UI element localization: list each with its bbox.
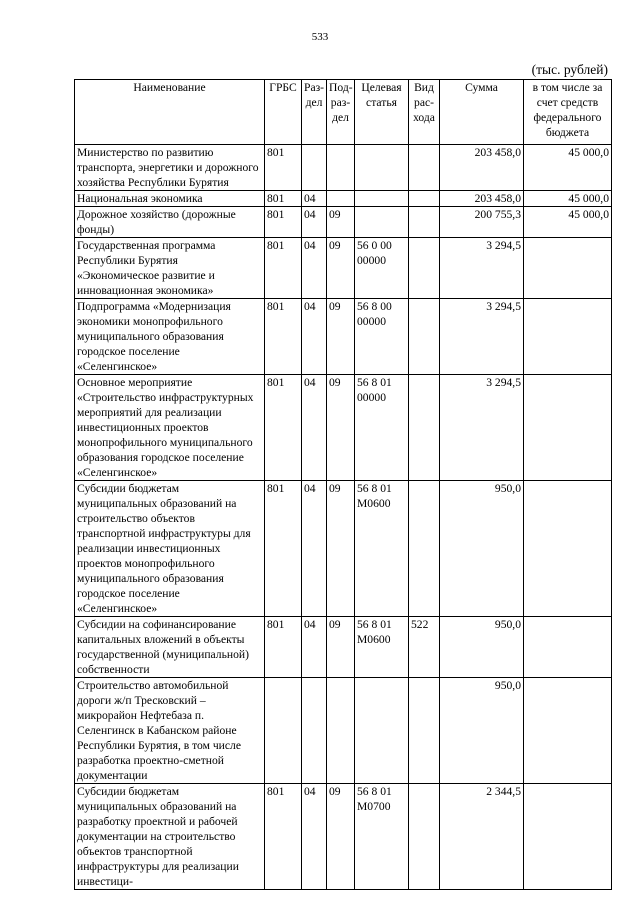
row-vid (409, 299, 440, 375)
row-target (355, 207, 409, 238)
row-grbs: 801 (265, 145, 302, 191)
row-grbs: 801 (265, 617, 302, 678)
header-vid: Вид рас- хода (409, 80, 440, 145)
row-target: 56 8 01 M0700 (355, 784, 409, 890)
header-grbs: ГРБС (265, 80, 302, 145)
row-name: Дорожное хозяйство (дорожные фонды) (75, 207, 265, 238)
row-sum: 3 294,5 (440, 375, 524, 481)
row-grbs: 801 (265, 191, 302, 207)
header-name: Наименование (75, 80, 265, 145)
row-vid (409, 481, 440, 617)
row-target (355, 145, 409, 191)
row-podrazdel: 09 (327, 784, 355, 890)
row-target: 56 8 01 00000 (355, 375, 409, 481)
page-number: 533 (311, 31, 329, 43)
row-grbs: 801 (265, 375, 302, 481)
row-name: Основное мероприятие «Строительство инфраструктурных мероприятий для реализации инвестиционных проектов монопрофильного муниципального образования городское поселение «Селенгинское» (75, 375, 265, 481)
row-name: Подпрограмма «Модернизация экономики монопрофильного муниципального образования городское поселение «Селенгинское» (75, 299, 265, 375)
row-vid (409, 238, 440, 299)
row-federal (524, 299, 612, 375)
row-podrazdel: 09 (327, 481, 355, 617)
row-sum: 950,0 (440, 617, 524, 678)
row-razdel: 04 (302, 299, 327, 375)
row-sum: 200 755,3 (440, 207, 524, 238)
row-podrazdel (327, 145, 355, 191)
row-vid (409, 375, 440, 481)
row-name: Субсидии бюджетам муниципальных образований на разработку проектной и рабочей документации на строительство объектов транспортной инфраструктуры для реализации инвестици- (75, 784, 265, 890)
row-federal: 45 000,0 (524, 191, 612, 207)
table-row (75, 299, 612, 375)
row-vid (409, 678, 440, 784)
row-razdel: 04 (302, 191, 327, 207)
row-vid (409, 784, 440, 890)
header-target: Целевая статья (355, 80, 409, 145)
header-razdel: Раз- дел (302, 80, 327, 145)
row-vid (409, 145, 440, 191)
header-federal: в том числе за счет средств федерального бюджета (524, 80, 612, 145)
row-sum: 3 294,5 (440, 299, 524, 375)
row-podrazdel (327, 678, 355, 784)
row-name: Национальная экономика (75, 191, 265, 207)
row-podrazdel: 09 (327, 207, 355, 238)
row-federal (524, 784, 612, 890)
row-sum: 3 294,5 (440, 238, 524, 299)
row-target: 56 8 01 M0600 (355, 481, 409, 617)
row-grbs: 801 (265, 238, 302, 299)
row-target: 56 0 00 00000 (355, 238, 409, 299)
row-grbs: 801 (265, 784, 302, 890)
row-vid (409, 207, 440, 238)
row-razdel: 04 (302, 238, 327, 299)
row-federal (524, 481, 612, 617)
row-podrazdel: 09 (327, 299, 355, 375)
row-razdel: 04 (302, 375, 327, 481)
row-podrazdel: 09 (327, 375, 355, 481)
row-federal: 45 000,0 (524, 145, 612, 191)
row-name: Строительство автомобильной дороги ж/п Тресковский – микрорайон Нефтебаза п. Селенгинск в Кабанском районе Республики Бурятия, в том числе разработка проектно-сметной документации (75, 678, 265, 784)
units-label: (тыс. рублей) (531, 62, 608, 77)
table-row (75, 678, 612, 784)
row-target: 56 8 00 00000 (355, 299, 409, 375)
row-vid (409, 191, 440, 207)
table-row (75, 145, 612, 191)
row-target: 56 8 01 M0600 (355, 617, 409, 678)
row-sum: 203 458,0 (440, 145, 524, 191)
table-row (75, 375, 612, 481)
row-name: Субсидии на софинансирование капитальных вложений в объекты государственной (муниципальной) собственности (75, 617, 265, 678)
table-row (75, 784, 612, 890)
row-name: Субсидии бюджетам муниципальных образований на строительство объектов транспортной инфраструктуры для реализации инвестиционных проектов монопрофильного муниципального образования городское поселение «Селенгинское» (75, 481, 265, 617)
row-federal: 45 000,0 (524, 207, 612, 238)
row-razdel: 04 (302, 481, 327, 617)
row-podrazdel (327, 191, 355, 207)
row-federal (524, 238, 612, 299)
row-grbs: 801 (265, 299, 302, 375)
row-podrazdel: 09 (327, 617, 355, 678)
row-sum: 950,0 (440, 481, 524, 617)
row-federal (524, 617, 612, 678)
row-federal (524, 375, 612, 481)
row-federal (524, 678, 612, 784)
row-razdel (302, 678, 327, 784)
row-vid: 522 (409, 617, 440, 678)
row-name: Государственная программа Республики Бурятия «Экономическое развитие и инновационная экономика» (75, 238, 265, 299)
row-sum: 2 344,5 (440, 784, 524, 890)
table-row (75, 481, 612, 617)
row-target (355, 678, 409, 784)
header-podrazdel: Под- раз- дел (327, 80, 355, 145)
row-sum: 950,0 (440, 678, 524, 784)
row-sum: 203 458,0 (440, 191, 524, 207)
row-razdel (302, 145, 327, 191)
row-grbs: 801 (265, 207, 302, 238)
row-razdel: 04 (302, 617, 327, 678)
row-grbs: 801 (265, 481, 302, 617)
budget-table (74, 79, 612, 890)
row-razdel: 04 (302, 784, 327, 890)
table-row (75, 617, 612, 678)
table-row (75, 238, 612, 299)
table-row (75, 207, 612, 238)
row-grbs (265, 678, 302, 784)
row-name: Министерство по развитию транспорта, энергетики и дорожного хозяйства Республики Бурятия (75, 145, 265, 191)
row-podrazdel: 09 (327, 238, 355, 299)
row-target (355, 191, 409, 207)
table-row (75, 191, 612, 207)
header-sum: Сумма (440, 80, 524, 145)
table-header-row (75, 80, 612, 145)
row-razdel: 04 (302, 207, 327, 238)
